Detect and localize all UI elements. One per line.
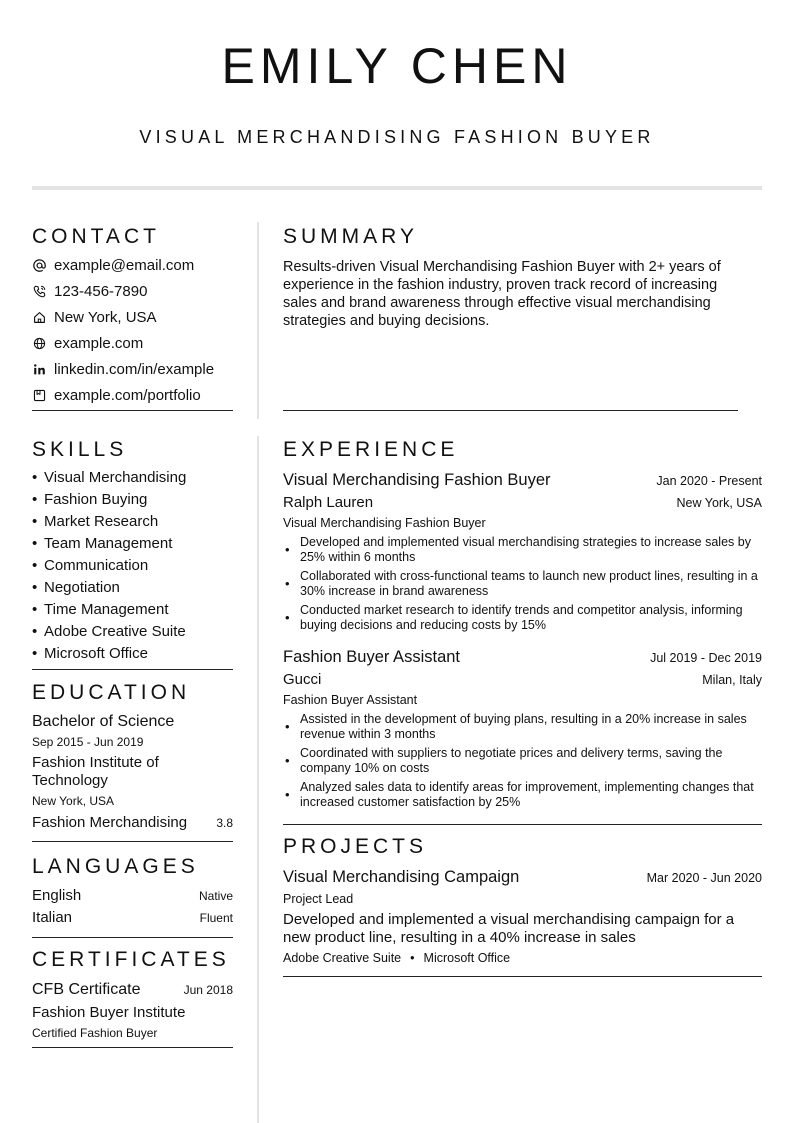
job-title: Visual Merchandising Fashion Buyer: [283, 471, 551, 489]
education-school: Fashion Institute of Technology: [32, 754, 159, 789]
contact-portfolio-text: example.com/portfolio: [54, 386, 201, 404]
project-description: Developed and implemented a visual merchandising campaign for a new product line, resulting in a 40% increase in sales: [283, 911, 735, 946]
job-location: New York, USA: [676, 496, 762, 510]
projects-heading: PROJECTS: [283, 835, 428, 858]
job-company: Ralph Lauren: [283, 494, 374, 511]
education-degree: Bachelor of Science: [32, 713, 175, 730]
projects-section: [283, 834, 762, 968]
job-bullet: • Developed and implemented visual merchandising strategies to increase sales by 25% within 6 months: [285, 535, 751, 564]
education-dates: Sep 2015 - Jun 2019: [32, 735, 144, 749]
job-bullet: • Assisted in the development of buying plans, resulting in a 20% increase in sales revenue within 3 months: [285, 712, 747, 741]
globe-icon: [32, 336, 46, 350]
certificate-issuer: Fashion Buyer Institute: [32, 1004, 186, 1021]
project-dates: Mar 2020 - Jun 2020: [646, 871, 762, 885]
skill-item: • Fashion Buying: [32, 491, 148, 508]
certificates-section: [32, 947, 233, 1048]
experience-divider: [283, 824, 762, 825]
languages-heading: LANGUAGES: [32, 855, 199, 878]
education-section: [32, 680, 233, 842]
at-icon: [32, 258, 46, 272]
skill-item: • Time Management: [32, 601, 169, 618]
job-entry: [283, 468, 762, 633]
contact-section: [32, 224, 233, 411]
education-heading: EDUCATION: [32, 681, 191, 704]
candidate-name: EMILY CHEN: [221, 38, 573, 94]
job-bullet: • Analyzed sales data to identify areas for improvement, implementing changes that increased customer satisfaction by 25%: [285, 780, 754, 809]
education-divider: [32, 841, 233, 842]
skill-item: • Team Management: [32, 535, 173, 552]
project-tools: Adobe Creative Suite • Microsoft Office: [283, 951, 511, 965]
contact-email[interactable]: [32, 252, 233, 278]
job-role: Fashion Buyer Assistant: [283, 693, 418, 707]
contact-location-text: New York, USA: [54, 308, 157, 326]
skill-item: • Market Research: [32, 513, 159, 530]
skill-item: • Negotiation: [32, 579, 120, 596]
job-entry: [283, 645, 762, 810]
contact-portfolio[interactable]: [32, 382, 233, 408]
experience-heading: EXPERIENCE: [283, 438, 459, 461]
skill-item: • Visual Merchandising: [32, 469, 187, 486]
experience-section: [283, 437, 762, 814]
linkedin-icon: [32, 362, 46, 376]
certificate-description: Certified Fashion Buyer: [32, 1026, 158, 1040]
job-location: Milan, Italy: [702, 673, 762, 687]
job-dates: Jul 2019 - Dec 2019: [650, 651, 762, 665]
header-divider: [32, 186, 762, 190]
certificate-date: Jun 2018: [183, 983, 233, 997]
project-role: Project Lead: [283, 892, 354, 906]
skill-item: • Adobe Creative Suite: [32, 623, 186, 640]
job-bullet: • Collaborated with cross-functional teams to launch new product lines, resulting in a 30% increase in brand awareness: [285, 569, 758, 598]
contact-phone[interactable]: [32, 278, 233, 304]
education-field: Fashion Merchandising: [32, 814, 188, 831]
project-name: Visual Merchandising Campaign: [283, 868, 520, 886]
education-location: New York, USA: [32, 794, 115, 808]
contact-website[interactable]: [32, 330, 233, 356]
project-tool: Microsoft Office: [423, 951, 511, 965]
contact-linkedin-text: linkedin.com/in/example: [54, 360, 215, 378]
contact-heading: CONTACT: [32, 225, 160, 248]
job-role: Visual Merchandising Fashion Buyer: [283, 516, 486, 530]
home-icon: [32, 310, 46, 324]
language-item: Italian Fluent: [32, 909, 233, 926]
column-divider-top: [257, 222, 259, 419]
skills-divider: [32, 669, 233, 670]
summary-heading: SUMMARY: [283, 225, 418, 248]
job-title: Fashion Buyer Assistant: [283, 648, 461, 666]
project-tool: Adobe Creative Suite: [283, 951, 402, 965]
languages-divider: [32, 937, 233, 938]
projects-divider: [283, 976, 762, 977]
contact-linkedin[interactable]: [32, 356, 233, 382]
languages-section: [32, 854, 233, 938]
job-dates: Jan 2020 - Present: [656, 474, 762, 488]
candidate-title: VISUAL MERCHANDISING FASHION BUYER: [139, 127, 655, 147]
summary-section: [283, 224, 762, 330]
phone-icon: [32, 284, 46, 298]
contact-divider: [32, 410, 233, 411]
contact-email-text: example@email.com: [54, 256, 195, 274]
skill-item: • Microsoft Office: [32, 645, 148, 662]
job-bullet: • Conducted market research to identify trends and competitor analysis, informing buying decisions and reducing costs by 15%: [285, 603, 743, 632]
language-item: English Native: [32, 887, 233, 904]
skill-item: • Communication: [32, 557, 149, 574]
contact-website-text: example.com: [54, 334, 144, 352]
skills-heading: SKILLS: [32, 438, 128, 461]
contact-phone-text: 123-456-7890: [54, 282, 148, 300]
job-company: Gucci: [283, 671, 322, 688]
skills-section: [32, 437, 233, 670]
portfolio-icon: [32, 388, 46, 402]
education-gpa: 3.8: [216, 816, 233, 830]
certificate-name: CFB Certificate: [32, 981, 141, 998]
certificates-divider: [32, 1047, 233, 1048]
summary-text: Results-driven Visual Merchandising Fashion Buyer with 2+ years of experience in the fashion industry, proven track record of increasing sales and brand awareness through effective visual merchandising strategies and buying decisions.: [283, 259, 721, 329]
job-bullet: • Coordinated with suppliers to negotiate prices and delivery terms, saving the company 10% on costs: [285, 746, 723, 775]
contact-location: [32, 304, 233, 330]
summary-divider: [283, 410, 738, 411]
column-divider-bottom: [257, 436, 259, 1123]
certificates-heading: CERTIFICATES: [32, 948, 230, 971]
